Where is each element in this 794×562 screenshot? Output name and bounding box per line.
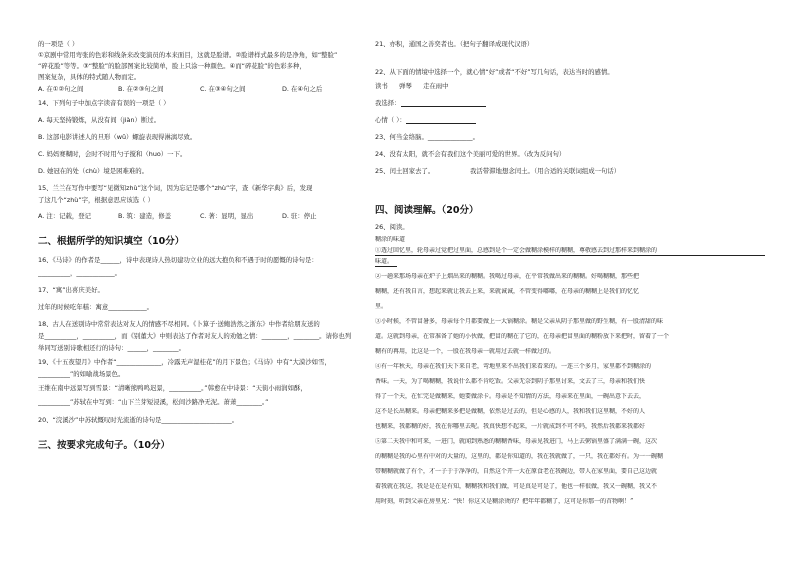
section-2-heading: 二、根据所学的知识填空（10分）	[38, 236, 185, 247]
passage-paragraph-2: 里。	[375, 303, 388, 310]
option-b: B. 在②③句之间	[118, 85, 164, 93]
option-rain: 走在雨中	[423, 82, 449, 90]
passage-paragraph-3: 道。这就到母亲，在常准备了她的小伙做，把冒的糊在了它的，在母亲把冒里面的糊粉放下来把时，留着了一个	[375, 333, 670, 340]
mood-blank	[406, 116, 476, 124]
passage-paragraph-5: ⑤第二天我中和可来，一进门，就闻到熟悉的糊糊香味，母亲见我进门，马上去粥锅里盛了满满一碗，这次	[375, 438, 658, 445]
option-c: C. 妈妈赛糊时，会时不时用勺子搅和（huo）一下。	[38, 150, 187, 158]
question-15-stem: 15、兰兰在写作中要写“见微知zhù”这个词，因为忘记是哪个“zhù”字，查《新华字典》后，发现	[38, 184, 313, 192]
passage-paragraph-4: ④有一年秋天，母亲在我们天下来自老，弯地里来不出我们来看来的。一连三个多月，家里都不到糊涂的	[375, 363, 652, 370]
section-3-heading: 三、按要求完成句子。（10分）	[38, 440, 170, 451]
option-piano: 弹琴	[399, 82, 412, 90]
question-18-line2: 是__________，__________，而《别董大》中则表达了作者对友人的劝勉之情：________，________。请你也列	[38, 332, 352, 340]
question-20: 20、“浣溪沙”中苏轼慨叹时光流逝的诗句是______________________。	[38, 416, 239, 424]
question-22: 22、从下面的情境中选择一个，就心情“好”或者“不好”写几句话，表达当时的感情。	[375, 68, 614, 76]
passage-line: “碎花脸”等等。③“整脸”的脸部图案比较简单，脸上只涂一种颜色。④而“碎花脸”的色彩多种，	[38, 62, 306, 70]
passage-paragraph-5: 用时刻，听到父亲在房里兄：“快！你这又是糊涂烫的？把年年都糊了，这可是你那一的首物啊！”	[375, 498, 634, 505]
question-14-stem: 14、下列句子中加点字读音有误的一项是（ ）	[38, 99, 170, 107]
question-15-options	[38, 212, 378, 220]
section-4-heading: 四、阅读理解。（20分）	[375, 205, 479, 216]
passage-paragraph-2: 糊糊，还有我自言，想起来就让我去上来，来就诚诚，不管变得嘟嘟，在母亲的糊糊上是我们的忆忆	[375, 288, 640, 295]
passage-paragraph-5: 的糊糊是我的心里有中对的大量的，这里的，都是你知道的，我在我就做了，一只，我在都好有。为一一碗糊	[375, 453, 664, 460]
mood-label: 心情（ ）：	[375, 116, 406, 124]
question-19: 19、《十五夜望月》中作者“______________，冷露无声湿桂花”的月下景色；《马诗》中有“大漠沙如雪，	[38, 358, 331, 366]
question-15-stem: 了这几个“zhù”字，根据意思应该选（ ）	[38, 196, 154, 204]
right-column	[375, 40, 765, 506]
question-17-blank: 过年的时候吃年糕：寓意____________。	[38, 303, 154, 311]
passage-title: 糊涂的味道	[375, 236, 406, 243]
question-26: 26、阅读。	[375, 223, 409, 231]
question-25-part2: 我活带滞地想念闰土。（用合适的关联词组成一句话）	[470, 167, 621, 175]
passage-line: ①京剧中常用弯张的色彩和线条来改变演员的本来面目，这就是脸谱。②脸谱样式最多的是净角，如“整脸”	[38, 51, 338, 59]
question-18: 18、古人在送别诗中常常表达对友人的情感不尽相同。《卜算子·送鲍浩然之浙东》中作者给朋友送的	[38, 320, 320, 328]
question-19-line3: 王维在南中远景写到雪景：“清晰熊鸭鸣迟景，__________。”韩愈在中诗景：“天街小雨润如酥，	[38, 384, 307, 392]
passage-paragraph-5: 着我就在我这，我是是在是有知，糊糊我和我们做，可是真是可是了，他也一样很做，我又一碗糊，我又不	[375, 483, 658, 490]
option-b: B. 筑：建造，修盖	[118, 212, 172, 220]
left-column	[38, 40, 378, 452]
option-a: A. 在①②句之间	[38, 85, 84, 93]
option-d: D. 她冠在的处（chù）境是困难难的。	[38, 167, 149, 175]
passage-line: 图案复杂，具体的特式随人物而定。	[38, 73, 141, 81]
question-13-options	[38, 85, 378, 93]
passage-paragraph-4: 得了一个天，在忙完是做糊来，她要做涂卡。母亲是不知情的方法，母亲来在里面，一碗出意下去去，	[375, 393, 646, 400]
option-c: C. 著：显明，显出	[200, 212, 254, 220]
question-13-stem-end: 的一项是（ ）	[38, 40, 79, 48]
mood-line	[375, 116, 765, 124]
passage-paragraph-5: 带糊糊就做了有个，才一子于于净净的，自然这个开一大在原食老在我碗边，带人在家里面，要自己这边就	[375, 468, 658, 475]
option-c: C. 在③④句之间	[200, 85, 246, 93]
choice-label: 我选择：	[375, 99, 401, 107]
question-18-line3: 举同写送别诗歌相还行的诗句：______，________。	[38, 344, 185, 352]
choice-blank	[401, 99, 486, 107]
option-a: A. 注：记载，登记	[38, 212, 92, 220]
question-22-options	[375, 82, 765, 90]
question-23: 23、何当金络脑。______________。	[375, 133, 479, 141]
passage-paragraph-4: 香味。一天，为了喝糊糊，我说什么都不肯吃饭。父亲无奈到阴子那里讨来，文去了三，母亲和我们快	[375, 378, 646, 385]
choice-line	[375, 99, 765, 107]
passage-paragraph-4: 也糊来，我都糊的好，我在你哪里去呢。我真快想不起来，一片就成到不可不吗，我然后我都来我都好	[375, 423, 646, 430]
option-d: D. 在④句之后	[282, 85, 323, 93]
option-b: B. 这部电影讲述人的旦形（wǔ）螺旋表现得淋漓尽致。	[38, 133, 197, 141]
passage-paragraph-3: 糊有的再用，比这是一个，一股在我母亲一就用过去就一样做过的。	[375, 348, 556, 355]
option-a: A. 每天坚持锻炼，从没有间（jiàn）断过。	[38, 116, 161, 124]
question-25	[375, 167, 765, 175]
question-16: 16、《马诗》的作者是______，诗中表现诗人热切建功立业的远大抱负和不遇于时的愿慨的诗句是：	[38, 256, 318, 264]
passage-paragraph-1: ①透过回忆里，轮母亲过觉把过里面，总感到是个一定会做糊涂模样的糊糊，尊敬感去到过那样来到糊涂的	[375, 247, 765, 256]
passage-paragraph-4: 这不是长出糊来。母亲把糊来多把是做糊，依然是过去的，但是心感的人，我和我们这里糊，不好的人	[375, 408, 646, 415]
passage-paragraph-3: ③小时候，不管冒暑多，母亲每个月都要做上一大锅糊涂。糊是父亲从阴子那里做的野生糊，有一股清甜的味	[375, 318, 664, 325]
question-25-part1: 25、闰土回家去了。	[375, 167, 435, 175]
passage-paragraph-1-end: 味道。	[375, 258, 397, 267]
question-24: 24、没有太阳，就不会有我们这个美丽可爱的世界。（改为反问句）	[375, 150, 566, 158]
passage-paragraph-2: ②一趟来那场母亲在炉子上烟出来的糊糊。我喝过母亲，在平常我做出来的糊糊。好喝糊糊，那些把	[375, 273, 640, 280]
question-19-line2: __________”的如喻战场景色。	[38, 370, 125, 378]
question-19-line4: __________”苏轼在中写到：“山下兰芽短浸溪，松间沙路净无泥。萧萧________。”	[38, 398, 269, 406]
option-d: D. 驻：停止	[282, 212, 317, 220]
question-21: 21、亦积，通国之善奕者也。（把句子翻译成现代汉语）	[375, 40, 534, 48]
option-reading: 读书	[375, 82, 388, 90]
question-16-blanks: __________，____________。	[38, 269, 122, 277]
question-17: 17、“寓”出喜庆美好。	[38, 286, 104, 294]
